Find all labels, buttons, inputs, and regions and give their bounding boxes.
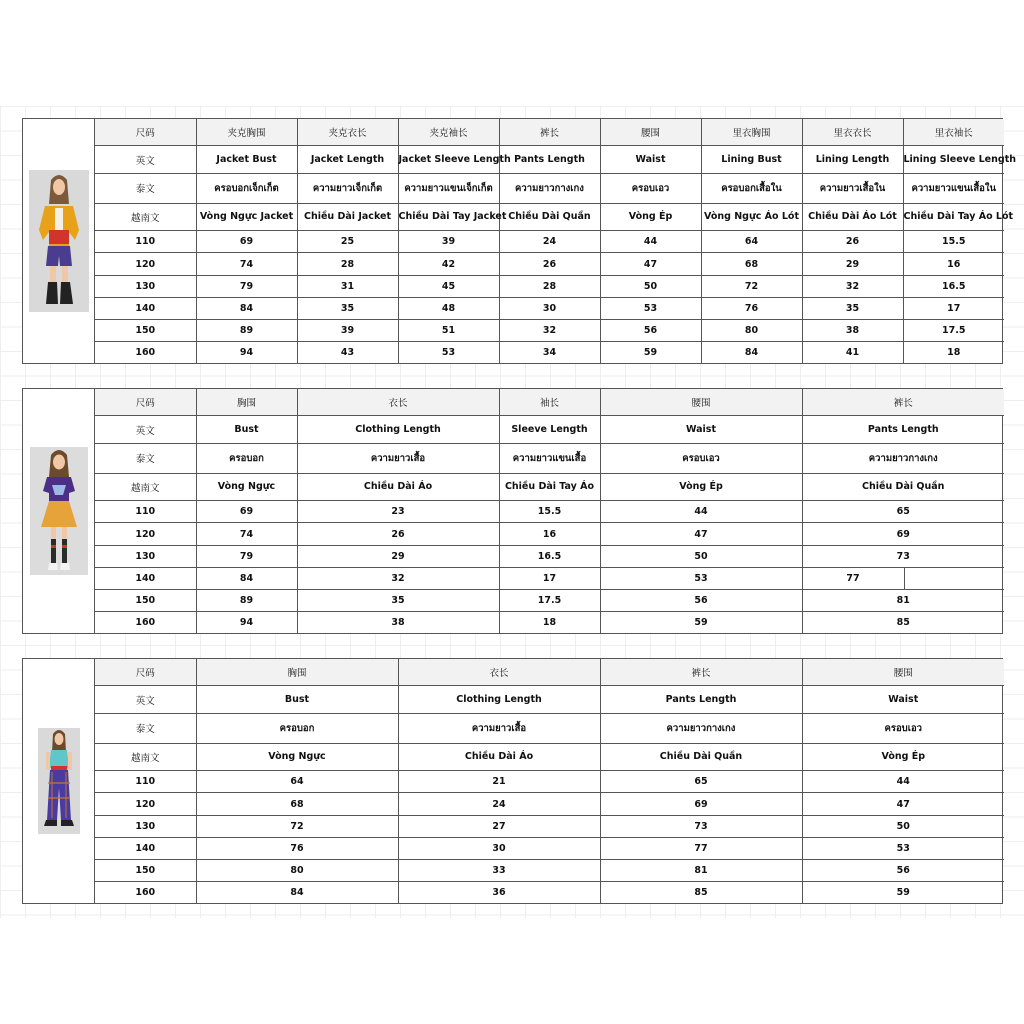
- table-cell: 44: [600, 501, 802, 523]
- col-header-vi: Vòng Ép: [600, 203, 701, 231]
- table-cell: 53: [802, 837, 1004, 859]
- row-label-thai: 泰文: [95, 174, 196, 204]
- table-cell: 17.5: [903, 319, 1004, 341]
- table-cell: 68: [701, 253, 802, 275]
- col-header-vi: Chiều Dài Áo Lót: [802, 203, 903, 231]
- table-cell: 16: [499, 523, 600, 545]
- table-cell: 79: [196, 275, 297, 297]
- table-cell: 89: [196, 589, 297, 611]
- table-cell: 43: [297, 342, 398, 363]
- table-cell: 53: [600, 297, 701, 319]
- col-header-vi: Vòng Ngực Jacket: [196, 203, 297, 231]
- col-header-th: ครอบเอว: [600, 174, 701, 204]
- table-row: [95, 319, 1004, 341]
- top-margin: [0, 0, 1024, 106]
- table-cell: 69: [802, 523, 1004, 545]
- table-cell: 15.5: [499, 501, 600, 523]
- header-row-english: [95, 686, 1004, 714]
- col-header-vi: Chiều Dài Tay Áo: [499, 473, 600, 501]
- table-cell: 51: [398, 319, 499, 341]
- col-header-en: Waist: [600, 146, 701, 174]
- table-cell: 48: [398, 297, 499, 319]
- table-cell: 59: [600, 342, 701, 363]
- table-cell: 64: [196, 771, 398, 793]
- model-photo-dress-set: [30, 447, 88, 575]
- col-header-vi: Vòng Ngực Áo Lót: [701, 203, 802, 231]
- table-cell: 21: [398, 771, 600, 793]
- header-row-chinese: [95, 659, 1004, 686]
- col-header-vi: Chiều Dài Áo: [297, 473, 499, 501]
- table-cell: 25: [297, 231, 398, 253]
- header-row-english: [95, 416, 1004, 444]
- col-header-th: ครอบอก: [196, 714, 398, 744]
- table-cell: 84: [701, 342, 802, 363]
- size-cell: 160: [95, 882, 196, 903]
- model-photo-cell: [23, 389, 95, 633]
- table-row: [95, 859, 1004, 881]
- table-cell: 69: [196, 501, 297, 523]
- col-header-en: Clothing Length: [398, 686, 600, 714]
- table-cell: 69: [600, 793, 802, 815]
- col-header-th: ครอบอกเจ็กเก็ต: [196, 174, 297, 204]
- col-header-zh: 袖长: [499, 389, 600, 416]
- table-cell: 23: [297, 501, 499, 523]
- table-cell: [802, 567, 1004, 589]
- table-cell: 85: [802, 612, 1004, 633]
- table-cell: 72: [701, 275, 802, 297]
- table-row: [95, 231, 1004, 253]
- table-cell: 53: [600, 567, 802, 589]
- table-cell: 44: [802, 771, 1004, 793]
- col-header-en: Bust: [196, 686, 398, 714]
- table-cell: 84: [196, 297, 297, 319]
- table-cell: 79: [196, 545, 297, 567]
- table-cell: 45: [398, 275, 499, 297]
- col-header-en: Jacket Bust: [196, 146, 297, 174]
- col-header-zh: 衣长: [398, 659, 600, 686]
- col-header-th: ความยาวกางเกง: [499, 174, 600, 204]
- table-cell: 89: [196, 319, 297, 341]
- col-header-th: ครอบเอว: [802, 714, 1004, 744]
- size-chart-pants-set: [22, 658, 1003, 904]
- col-header-zh: 夹克袖长: [398, 119, 499, 146]
- table-cell: 41: [802, 342, 903, 363]
- table-cell: 68: [196, 793, 398, 815]
- table-cell: 81: [600, 859, 802, 881]
- col-header-zh: 胸围: [196, 659, 398, 686]
- table-cell: 65: [600, 771, 802, 793]
- header-row-thai: [95, 444, 1004, 474]
- table-cell: 35: [297, 297, 398, 319]
- col-header-vi: Vòng Ngực: [196, 743, 398, 771]
- table-cell: 32: [802, 275, 903, 297]
- table-cell: 56: [600, 319, 701, 341]
- size-cell: 130: [95, 275, 196, 297]
- table-cell: 39: [297, 319, 398, 341]
- col-header-th: ความยาวกางเกง: [802, 444, 1004, 474]
- table-cell: 47: [600, 523, 802, 545]
- table-cell: 32: [499, 319, 600, 341]
- col-header-th: ความยาวเสื้อใน: [802, 174, 903, 204]
- col-header-zh: 胸围: [196, 389, 297, 416]
- size-cell: 130: [95, 815, 196, 837]
- table-cell: 28: [499, 275, 600, 297]
- col-header-en: Bust: [196, 416, 297, 444]
- size-cell: 160: [95, 342, 196, 363]
- col-header-en: Jacket Sleeve Length: [398, 146, 499, 174]
- col-header-vi: Vòng Ép: [600, 473, 802, 501]
- header-row-vietnamese: [95, 743, 1004, 771]
- col-header-th: ความยาวเสื้อ: [398, 714, 600, 744]
- table-cell: 16: [903, 253, 1004, 275]
- col-header-th: ครอบเอว: [600, 444, 802, 474]
- split-cell: [803, 568, 1005, 589]
- table-cell: 77: [600, 837, 802, 859]
- table-cell: 94: [196, 612, 297, 633]
- table-cell: 30: [499, 297, 600, 319]
- header-row-thai: [95, 714, 1004, 744]
- col-header-en: Waist: [600, 416, 802, 444]
- table-cell: 29: [297, 545, 499, 567]
- table-row: [95, 253, 1004, 275]
- table-cell: 59: [600, 612, 802, 633]
- model-photo-pants-set: [38, 728, 80, 834]
- col-header-en: Jacket Length: [297, 146, 398, 174]
- size-table-2: [95, 389, 1004, 633]
- row-label-english: 英文: [95, 416, 196, 444]
- table-row: [95, 501, 1004, 523]
- header-row-thai: [95, 174, 1004, 204]
- table-cell: 80: [196, 859, 398, 881]
- col-header-th: ความยาวกางเกง: [600, 714, 802, 744]
- col-header-vi: Chiều Dài Tay Jacket: [398, 203, 499, 231]
- row-label-vietnamese: 越南文: [95, 473, 196, 501]
- size-chart-dress-set: [22, 388, 1003, 634]
- table-cell: 29: [802, 253, 903, 275]
- table-cell: 69: [196, 231, 297, 253]
- table-row: [95, 523, 1004, 545]
- table-row: [95, 793, 1004, 815]
- table-cell: 81: [802, 589, 1004, 611]
- table-cell: 74: [196, 253, 297, 275]
- table-row: [95, 297, 1004, 319]
- col-header-en: Clothing Length: [297, 416, 499, 444]
- model-photo-jacket-set: [29, 170, 89, 312]
- col-header-zh: 里衣衣长: [802, 119, 903, 146]
- col-header-th: ความยาวแขนเสื้อ: [499, 444, 600, 474]
- size-cell: 160: [95, 612, 196, 633]
- table-cell: 16.5: [499, 545, 600, 567]
- col-header-vi: Chiều Dài Quần: [600, 743, 802, 771]
- col-header-th: ความยาวแขนเสื้อใน: [903, 174, 1004, 204]
- table-cell: 50: [600, 545, 802, 567]
- col-header-zh: 裤长: [802, 389, 1004, 416]
- col-header-th: ครอบอกเสื้อใน: [701, 174, 802, 204]
- row-label-thai: 泰文: [95, 714, 196, 744]
- table-cell: 35: [297, 589, 499, 611]
- col-header-en: Pants Length: [600, 686, 802, 714]
- table-cell: 73: [802, 545, 1004, 567]
- col-header-zh: 腰围: [802, 659, 1004, 686]
- col-header-vi: Chiều Dài Quần: [499, 203, 600, 231]
- table-cell: 50: [600, 275, 701, 297]
- header-row-chinese: [95, 119, 1004, 146]
- table-row: [95, 275, 1004, 297]
- col-header-zh: 里衣袖长: [903, 119, 1004, 146]
- col-header-vi: Vòng Ngực: [196, 473, 297, 501]
- table-cell: 26: [802, 231, 903, 253]
- table-cell: 38: [802, 319, 903, 341]
- row-label-size: 尺码: [95, 119, 196, 146]
- table-row: [95, 545, 1004, 567]
- col-header-zh: 夹克胸围: [196, 119, 297, 146]
- size-cell: 140: [95, 837, 196, 859]
- table-cell: 94: [196, 342, 297, 363]
- size-cell: 150: [95, 859, 196, 881]
- col-header-zh: 裤长: [499, 119, 600, 146]
- model-photo-cell: [23, 659, 95, 903]
- col-header-th: ความยาวเสื้อ: [297, 444, 499, 474]
- table-cell: 76: [196, 837, 398, 859]
- table-cell: 17: [903, 297, 1004, 319]
- size-chart-jacket-set: [22, 118, 1016, 364]
- table-cell: 65: [802, 501, 1004, 523]
- header-row-vietnamese: [95, 473, 1004, 501]
- col-header-zh: 里衣胸围: [701, 119, 802, 146]
- col-header-th: ความยาวเจ็กเก็ต: [297, 174, 398, 204]
- table-cell: 85: [600, 882, 802, 903]
- col-header-zh: 腰围: [600, 389, 802, 416]
- table-cell-value: 77: [803, 568, 905, 589]
- size-cell: 140: [95, 297, 196, 319]
- table-cell: 34: [499, 342, 600, 363]
- table-cell: 76: [701, 297, 802, 319]
- row-label-size: 尺码: [95, 389, 196, 416]
- row-label-size: 尺码: [95, 659, 196, 686]
- table-cell: 64: [701, 231, 802, 253]
- table-cell: 30: [398, 837, 600, 859]
- table-row: [95, 815, 1004, 837]
- col-header-zh: 衣长: [297, 389, 499, 416]
- header-row-chinese: [95, 389, 1004, 416]
- size-table-3: [95, 659, 1004, 903]
- size-table-1: [95, 119, 1016, 363]
- col-header-vi: Chiều Dài Quần: [802, 473, 1004, 501]
- empty-cell: [905, 568, 1005, 589]
- table-cell: 84: [196, 882, 398, 903]
- col-header-vi: Chiều Dài Tay Áo Lót: [903, 203, 1004, 231]
- table-cell: 31: [297, 275, 398, 297]
- table-cell: 26: [297, 523, 499, 545]
- table-cell: 24: [398, 793, 600, 815]
- table-cell: 26: [499, 253, 600, 275]
- row-label-english: 英文: [95, 146, 196, 174]
- table-cell: 33: [398, 859, 600, 881]
- col-header-zh: 腰围: [600, 119, 701, 146]
- table-cell: 80: [701, 319, 802, 341]
- table-cell: 47: [600, 253, 701, 275]
- table-row: [95, 771, 1004, 793]
- table-cell: 73: [600, 815, 802, 837]
- row-label-english: 英文: [95, 686, 196, 714]
- size-cell: 110: [95, 501, 196, 523]
- row-label-vietnamese: 越南文: [95, 203, 196, 231]
- table-row: [95, 589, 1004, 611]
- table-cell: 24: [499, 231, 600, 253]
- table-cell: 38: [297, 612, 499, 633]
- model-photo-cell: [23, 119, 95, 363]
- header-row-vietnamese: [95, 203, 1004, 231]
- col-header-en: Pants Length: [499, 146, 600, 174]
- table-cell: 72: [196, 815, 398, 837]
- col-header-th: ครอบอก: [196, 444, 297, 474]
- col-header-vi: Chiều Dài Áo: [398, 743, 600, 771]
- table-cell: 32: [297, 567, 499, 589]
- table-cell: 59: [802, 882, 1004, 903]
- table-cell: 50: [802, 815, 1004, 837]
- table-cell: 53: [398, 342, 499, 363]
- table-row: [95, 882, 1004, 903]
- table-cell: 44: [600, 231, 701, 253]
- size-cell: 120: [95, 253, 196, 275]
- col-header-en: Pants Length: [802, 416, 1004, 444]
- table-cell: 35: [802, 297, 903, 319]
- col-header-th: ความยาวแขนเจ็กเก็ต: [398, 174, 499, 204]
- size-cell: 120: [95, 523, 196, 545]
- table-cell: 17: [499, 567, 600, 589]
- col-header-zh: 夹克衣长: [297, 119, 398, 146]
- col-header-zh: 裤长: [600, 659, 802, 686]
- table-cell: 18: [499, 612, 600, 633]
- table-cell: 74: [196, 523, 297, 545]
- table-cell: 47: [802, 793, 1004, 815]
- row-label-vietnamese: 越南文: [95, 743, 196, 771]
- table-cell: 15.5: [903, 231, 1004, 253]
- table-cell: 56: [600, 589, 802, 611]
- size-cell: 150: [95, 589, 196, 611]
- row-label-thai: 泰文: [95, 444, 196, 474]
- col-header-vi: Chiều Dài Jacket: [297, 203, 398, 231]
- size-cell: 150: [95, 319, 196, 341]
- col-header-en: Lining Bust: [701, 146, 802, 174]
- size-cell: 120: [95, 793, 196, 815]
- bottom-margin: [0, 918, 1024, 1024]
- table-cell: 56: [802, 859, 1004, 881]
- size-cell: 140: [95, 567, 196, 589]
- table-row: [95, 837, 1004, 859]
- table-cell: 36: [398, 882, 600, 903]
- col-header-en: Sleeve Length: [499, 416, 600, 444]
- col-header-en: Lining Length: [802, 146, 903, 174]
- table-cell: 39: [398, 231, 499, 253]
- table-cell: 42: [398, 253, 499, 275]
- table-cell: 84: [196, 567, 297, 589]
- size-cell: 110: [95, 231, 196, 253]
- table-row: [95, 342, 1004, 363]
- size-cell: 130: [95, 545, 196, 567]
- table-row: [95, 612, 1004, 633]
- table-cell: 16.5: [903, 275, 1004, 297]
- table-row: [95, 567, 1004, 589]
- table-cell: 17.5: [499, 589, 600, 611]
- table-cell: 28: [297, 253, 398, 275]
- col-header-vi: Vòng Ép: [802, 743, 1004, 771]
- col-header-en: Lining Sleeve Length: [903, 146, 1004, 174]
- table-cell: 27: [398, 815, 600, 837]
- size-cell: 110: [95, 771, 196, 793]
- header-row-english: [95, 146, 1004, 174]
- table-cell: 18: [903, 342, 1004, 363]
- col-header-en: Waist: [802, 686, 1004, 714]
